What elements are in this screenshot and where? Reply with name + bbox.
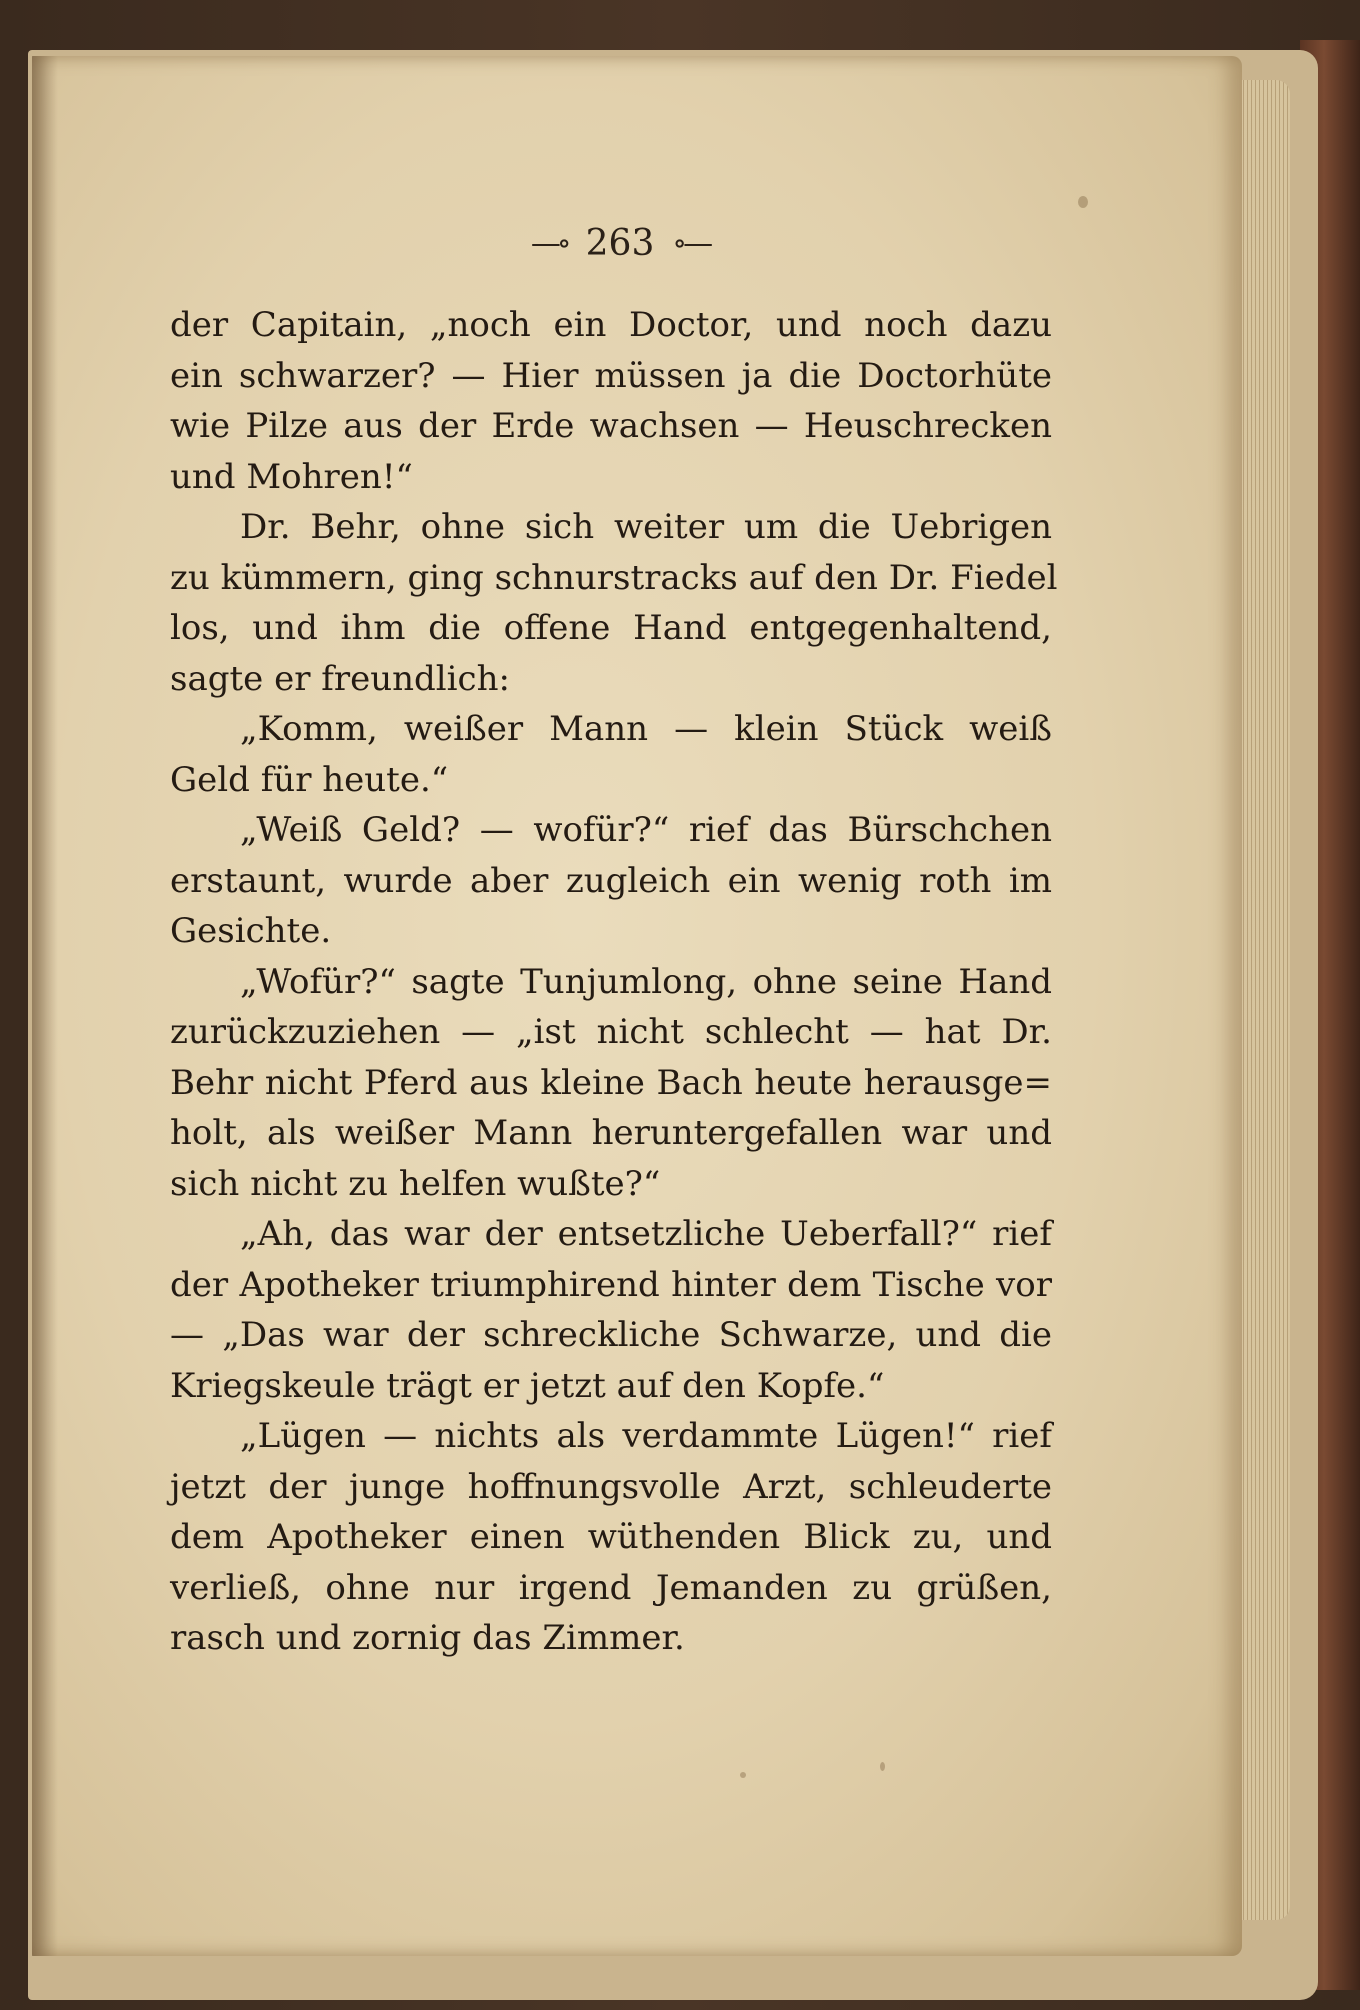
text-line: Geld für heute.“	[170, 759, 449, 800]
text-line: und Mohren!“	[170, 456, 413, 497]
text-line: der Apotheker triumphirend hinter dem Tische vor	[170, 1264, 1052, 1305]
page-edges	[1240, 80, 1290, 1920]
text-line: zurückzuziehen — „ist nicht schlecht — hat Dr.	[170, 1012, 1052, 1052]
paper-stain	[880, 1762, 885, 1771]
text-line: wie Pilze aus der Erde wachsen — Heuschrecken	[170, 406, 1052, 446]
paper-stain	[740, 1772, 746, 1778]
page-number: 263	[585, 222, 655, 264]
text-line: Gesichte.	[170, 911, 332, 951]
text-line: „Ah, das war der entsetzliche Ueberfall?“ rief	[240, 1214, 1052, 1254]
text-line: „Weiß Geld? — wofür?“ rief das Bürschchen	[240, 810, 1052, 850]
text-line: holt, als weißer Mann heruntergefallen war und	[170, 1113, 1052, 1153]
body-text	[170, 300, 1058, 1664]
text-line: „Wofür?“ sagte Tunjumlong, ohne seine Hand	[240, 961, 1052, 1002]
text-line: verließ, ohne nur irgend Jemanden zu grüßen,	[170, 1567, 1052, 1608]
text-line: Behr nicht Pferd aus kleine Bach heute herausge=	[170, 1062, 1052, 1103]
text-line: rasch und zornig das Zimmer.	[170, 1618, 685, 1658]
text-line: erstaunt, wurde aber zugleich ein wenig roth im	[170, 860, 1052, 901]
paper-stain	[1078, 196, 1088, 208]
text-line: der Capitain, „noch ein Doctor, und noch dazu	[170, 305, 1052, 345]
text-line: los, und ihm die offene Hand entgegenhaltend,	[170, 608, 1052, 648]
header-ornament-right: ∘—	[672, 225, 710, 261]
text-line: — „Das war der schreckliche Schwarze, und die	[170, 1315, 1052, 1355]
text-line: jetzt der junge hoffnungsvolle Arzt, schleuderte	[170, 1466, 1052, 1507]
text-line: Kriegskeule trägt er jetzt auf den Kopfe.“	[170, 1365, 885, 1406]
page-gutter-shadow	[32, 56, 58, 1956]
text-line: zu kümmern, ging schnurstracks auf den Dr. Fiedel	[170, 557, 1058, 598]
text-line: „Komm, weißer Mann — klein Stück weiß	[240, 709, 1052, 749]
text-line: dem Apotheker einen wüthenden Blick zu, und	[170, 1517, 1052, 1557]
page-header	[460, 218, 780, 268]
text-line: sich nicht zu helfen wußte?“	[170, 1163, 661, 1204]
header-ornament-left: —∘	[530, 225, 568, 261]
text-line: sagte er freundlich:	[170, 658, 510, 699]
text-line: Dr. Behr, ohne sich weiter um die Uebrigen	[240, 507, 1052, 547]
text-line: ein schwarzer? — Hier müssen ja die Doctorhüte	[170, 355, 1052, 396]
text-line: „Lügen — nichts als verdammte Lügen!“ rief	[240, 1416, 1052, 1456]
